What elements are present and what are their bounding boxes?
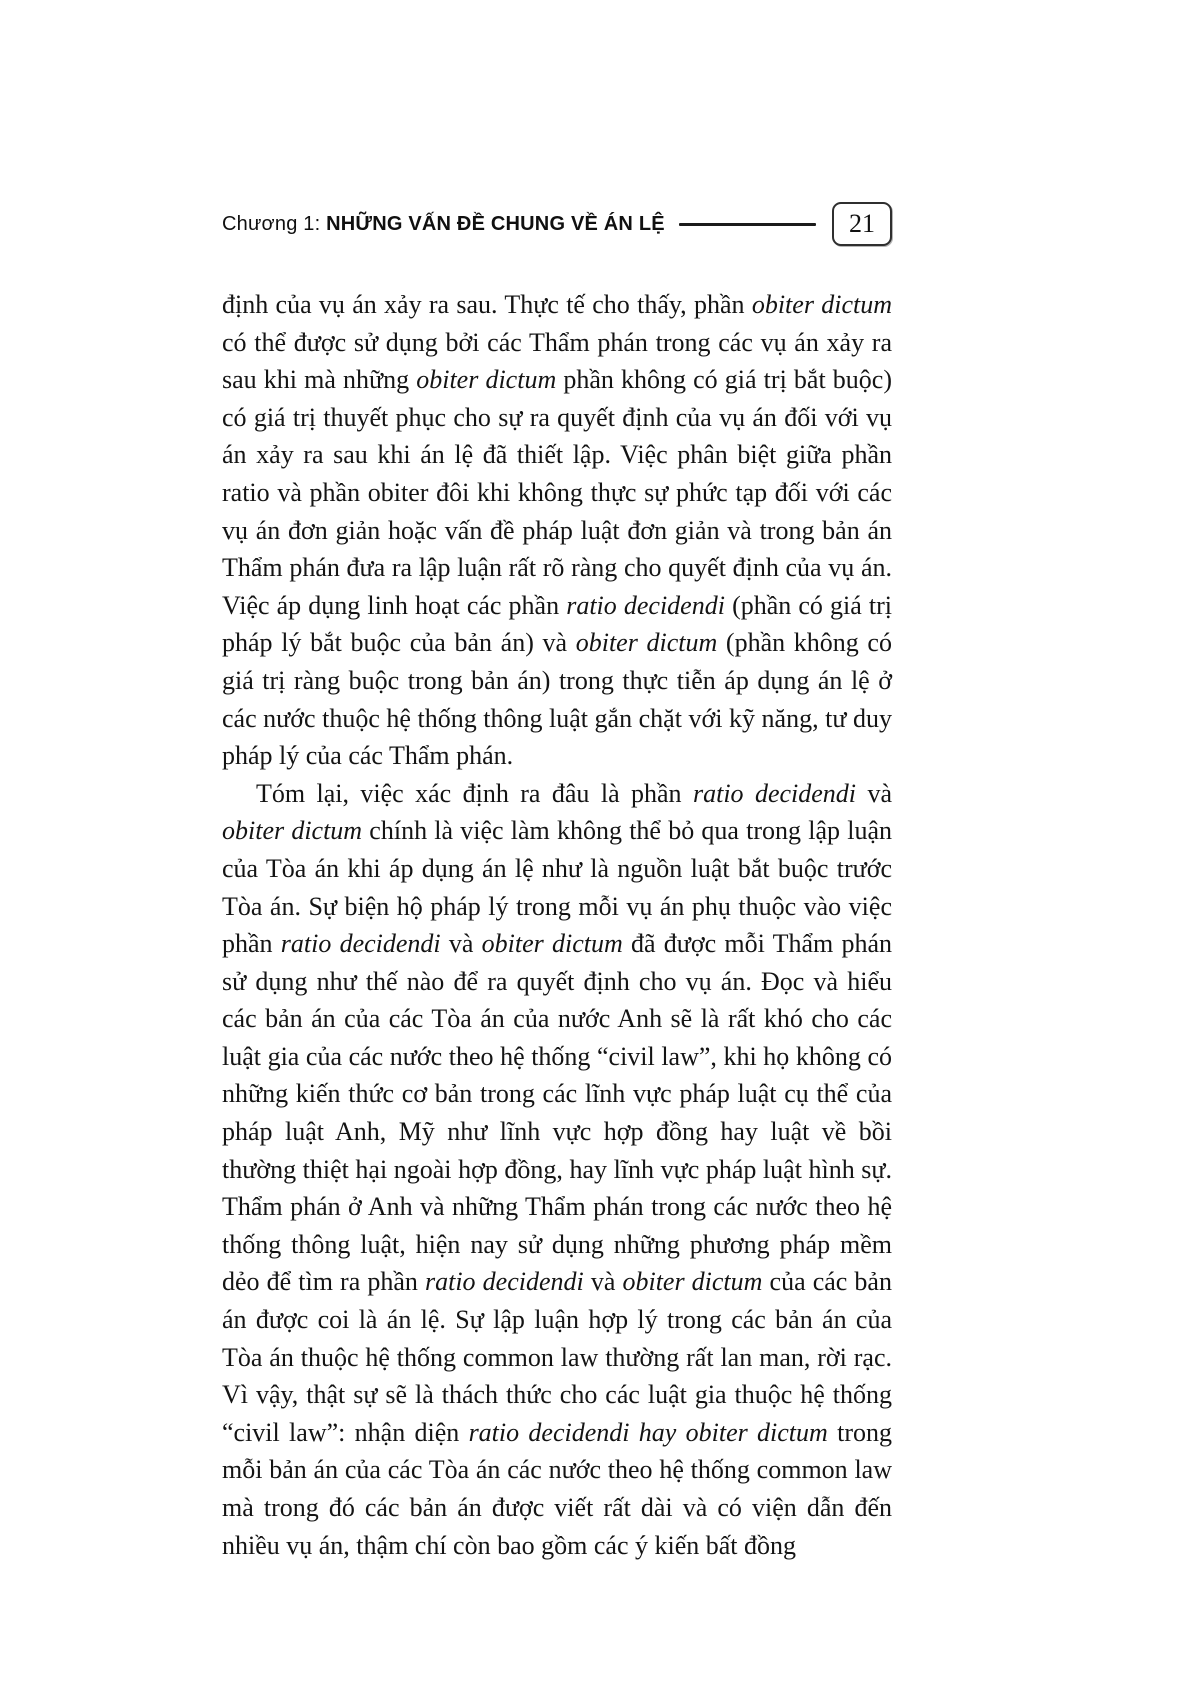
paragraph [222, 775, 892, 1564]
text-run: trong mỗi bản án của các Tòa án các nước theo hệ thống common law mà trong đó các bản án được viết rất dài và có viện dẫn đến nhiều vụ án, thậm chí còn bao gồm các ý kiến bất đồng [222, 1417, 892, 1560]
text-run: và [583, 1267, 623, 1297]
italic-text-run: obiter dictum [416, 365, 557, 395]
text-run: Tóm lại, việc xác định ra đâu là phần [256, 778, 693, 808]
text-run: phần không có giá trị bắt buộc) có giá trị thuyết phục cho sự ra quyết định của vụ án đối với vụ án xảy ra sau khi án lệ đã thiết lập. Việc phân biệt giữa phần ratio và phần obiter đôi khi không thực sự phức tạp đối với các vụ án đơn giản hoặc vấn đề pháp luật đơn giản và trong bản án Thẩm phán đưa ra lập luận rất rõ ràng cho quyết định của vụ án. Việc áp dụng linh hoạt các phần [222, 365, 892, 620]
italic-text-run: obiter dictum [575, 628, 718, 658]
chapter-heading [222, 214, 665, 234]
italic-text-run: ratio decidendi hay obiter dictum [468, 1417, 828, 1447]
text-run: và [440, 929, 482, 959]
header-divider [679, 223, 816, 226]
italic-text-run: obiter dictum [481, 929, 623, 959]
italic-text-run: obiter dictum [751, 290, 892, 319]
italic-text-run: ratio decidendi [692, 778, 857, 808]
page-number: 21 [849, 209, 875, 238]
italic-text-run: ratio decidendi [424, 1267, 584, 1297]
italic-text-run: ratio decidendi [566, 590, 725, 620]
chapter-title: NHỮNG VẤN ĐỀ CHUNG VỀ ÁN LỆ [326, 213, 665, 235]
italic-text-run: obiter dictum [622, 1267, 763, 1297]
text-run: của các bản án được coi là án lệ. Sự lập luận hợp lý trong các bản án của Tòa án thuộc hệ thống common law thường rất lan man, rời rạc. Vì vậy, thật sự sẽ là thách thức cho các luật gia thuộc hệ thống “civil law”: nhận diện [222, 1267, 892, 1447]
text-run: chính là việc làm không thể bỏ qua trong lập luận của Tòa án khi áp dụng án lệ như là nguồn luật bắt buộc trước Tòa án. Sự biện hộ pháp lý trong mỗi vụ án phụ thuộc vào việc phần [222, 816, 893, 959]
page-content [222, 198, 892, 1564]
page-number-badge [832, 202, 892, 246]
body-paragraphs [222, 286, 892, 1564]
text-run: và [856, 778, 893, 808]
text-run: (phần có giá trị pháp lý bắt buộc của bản án) và [222, 590, 892, 658]
paragraph [222, 286, 892, 775]
text-run: có thể được sử dụng bởi các Thẩm phán trong các vụ án xảy ra sau khi mà những [222, 327, 892, 395]
italic-text-run: obiter dictum [222, 816, 363, 846]
text-run: (phần không có giá trị ràng buộc trong bản án) trong thực tiễn áp dụng án lệ ở các nước thuộc hệ thống thông luật gắn chặt với kỹ năng, tư duy pháp lý của các Thẩm phán. [222, 628, 892, 771]
text-run: đã được mỗi Thẩm phán sử dụng như thế nào để ra quyết định cho vụ án. Đọc và hiểu các bản án của các Tòa án của nước Anh sẽ là rất khó cho các luật gia của các nước theo hệ thống “civil law”, khi họ không có những kiến thức cơ bản trong các lĩnh vực pháp luật cụ thể của pháp luật Anh, Mỹ như lĩnh vực hợp đồng hay luật về bồi thường thiệt hại ngoài hợp đồng, hay lĩnh vực pháp luật hình sự. Thẩm phán ở Anh và những Thẩm phán trong các nước theo hệ thống thông luật, hiện nay sử dụng những phương pháp mềm dẻo để tìm ra phần [222, 929, 892, 1297]
italic-text-run: ratio decidendi [280, 929, 441, 959]
chapter-label: Chương 1: [222, 213, 327, 235]
page-header [222, 198, 892, 250]
text-run: định của vụ án xảy ra sau. Thực tế cho thấy, phần [222, 290, 752, 319]
